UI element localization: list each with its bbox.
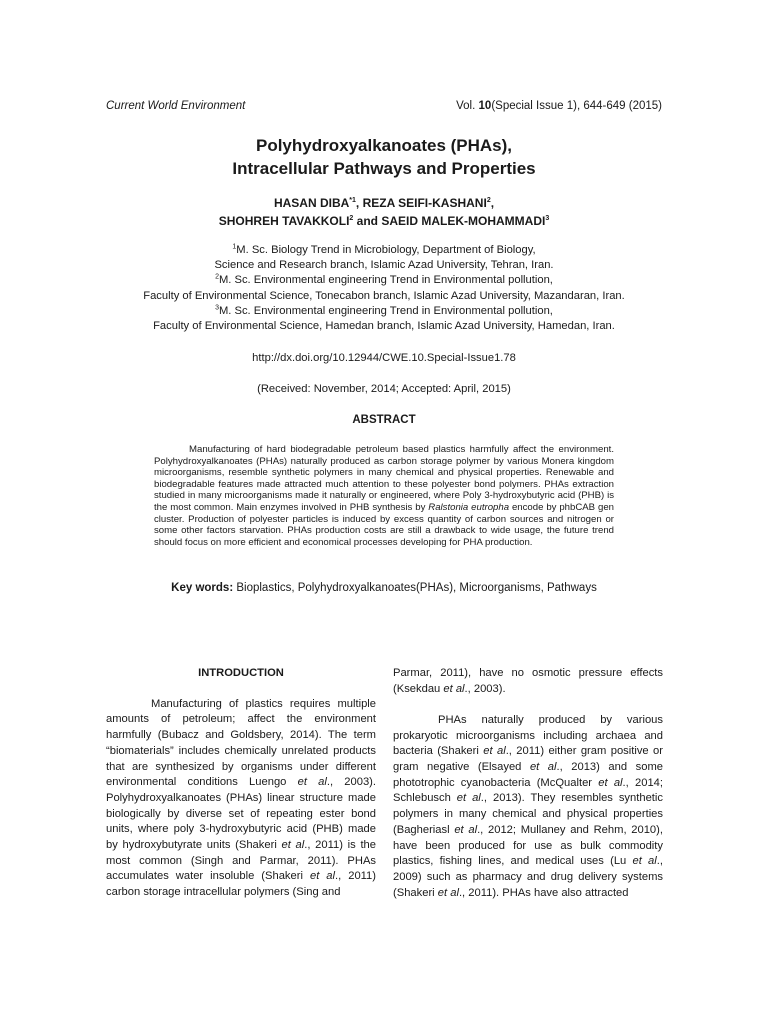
affiliation-line: $^2$M. Sc. Environmental engineering Trend in Environmental pollution, [215,273,553,287]
keywords-label: Key words: [171,582,234,594]
left-column [106,666,376,901]
journal-name: Current World Environment [106,100,246,112]
abstract-text: Manufacturing of hard biodegradable petroleum based plastics harmfully affect the environment. Polyhydroxyalkanoates (PHAs) naturally produced as carbon storage polymer by various Monera kingdom microorganisms, resemble synthetic polymers in many chemical and physical properties. Renewable and biodegradable features made attracted much attention to these polyester bond polymers. PHAs extraction studied in many microorganisms made it naturally or engineered, where Poly 3-hydroxybutyric acid (PHB) is the most common. Main enzymes involved in PHB synthesis by Ralstonia eutropha encode by phbCAB gen cluster. Production of polyester particles is induced by excess quantity of carbon sources and nitrogen or some other factors starvation. PHAs production costs are still a drawback to wide usage, the future trend should focus on more efficient and economical processes developing for PHA production. [154,444,614,548]
paper-title [106,134,662,180]
authors-line-1: HASAN DIBA$^{*1}$, REZA SEIFI-KASHANI$^2$, [273,196,495,210]
received-dates: (Received: November, 2014; Accepted: April, 2015) [257,383,511,395]
affiliations [100,243,668,334]
authors-line-2: SHOHREH TAVAKKOLI$^2$ and SAEID MALEK-MOHAMMADI$^3$ [218,214,550,228]
affiliation-line: $^3$M. Sc. Environmental engineering Trend in Environmental pollution, [215,304,553,317]
keywords [106,582,662,594]
paragraph: PHAs naturally produced by various prokaryotic microorganisms including archaea and bacteria (Shakeri et al., 2011) either gram positive or gram negative (Elsayed et al., 2013) and some phototrophic cyanobacteria (McQualter et al., 2014; Schlebusch et al., 2013). They resembles synthetic polymers in many chemical and physical properties (Bagheriasl et al., 2012; Mullaney and Rehm, 2010), have been produced for use as bulk commodity plastics, fishing lines, and medical uses (Lu et al., 2009) such as pharmacy and drug delivery systems (Shakeri et al., 2011). PHAs have also attracted [393,713,663,899]
paragraph: Manufacturing of plastics requires multiple amounts of petroleum; affect the environment harmfully (Bubacz and Goldsbery, 2014). The term “biomaterials” includes chemically unrelated products that are synthesized by organisms under different environmental conditions Luengo et al., 2003). Polyhydroxyalkanoates (PHAs) linear structure made biologically by diverse set of repeating ester bond units, where poly 3-hydroxybutyric acid (PHB) made by hydroxybutyrate units (Shakeri et al., 2011) is the most common (Singh and Parmar, 2011). PHAs accumulates water insoluble (Shakeri et al., 2011) carbon storage intracellular polymers (Sing and [106,697,377,899]
doi-link[interactable]: http://dx.doi.org/10.12944/CWE.10.Special-Issue1.78 [252,352,516,364]
title-line-1: Polyhydroxyalkanoates (PHAs), [255,136,513,155]
abstract-heading: ABSTRACT [352,414,416,426]
affiliation-line: Faculty of Environmental Science, Hamedan branch, Islamic Azad University, Hamedan, Iran. [153,320,615,333]
keywords-text: Bioplastics, Polyhydroxyalkanoates(PHAs), Microorganisms, Pathways [233,582,597,594]
affiliation-line: $^1$M. Sc. Biology Trend in Microbiology, Department of Biology, [232,243,536,256]
author-list [106,194,662,230]
title-line-2: Intracellular Pathways and Properties [232,159,536,178]
paragraph: Parmar, 2011), have no osmotic pressure effects (Ksekdau et al., 2003). [393,667,663,695]
running-head [106,100,662,116]
affiliation-line: Science and Research branch, Islamic Azad University, Tehran, Iran. [214,259,554,272]
right-column [393,666,663,901]
volume-info: Vol. 10(Special Issue 1), 644-649 (2015) [456,100,662,112]
affiliation-line: Faculty of Environmental Science, Tonecabon branch, Islamic Azad University, Mazandaran, Iran. [143,289,625,302]
section-heading-introduction: INTRODUCTION [198,667,284,679]
